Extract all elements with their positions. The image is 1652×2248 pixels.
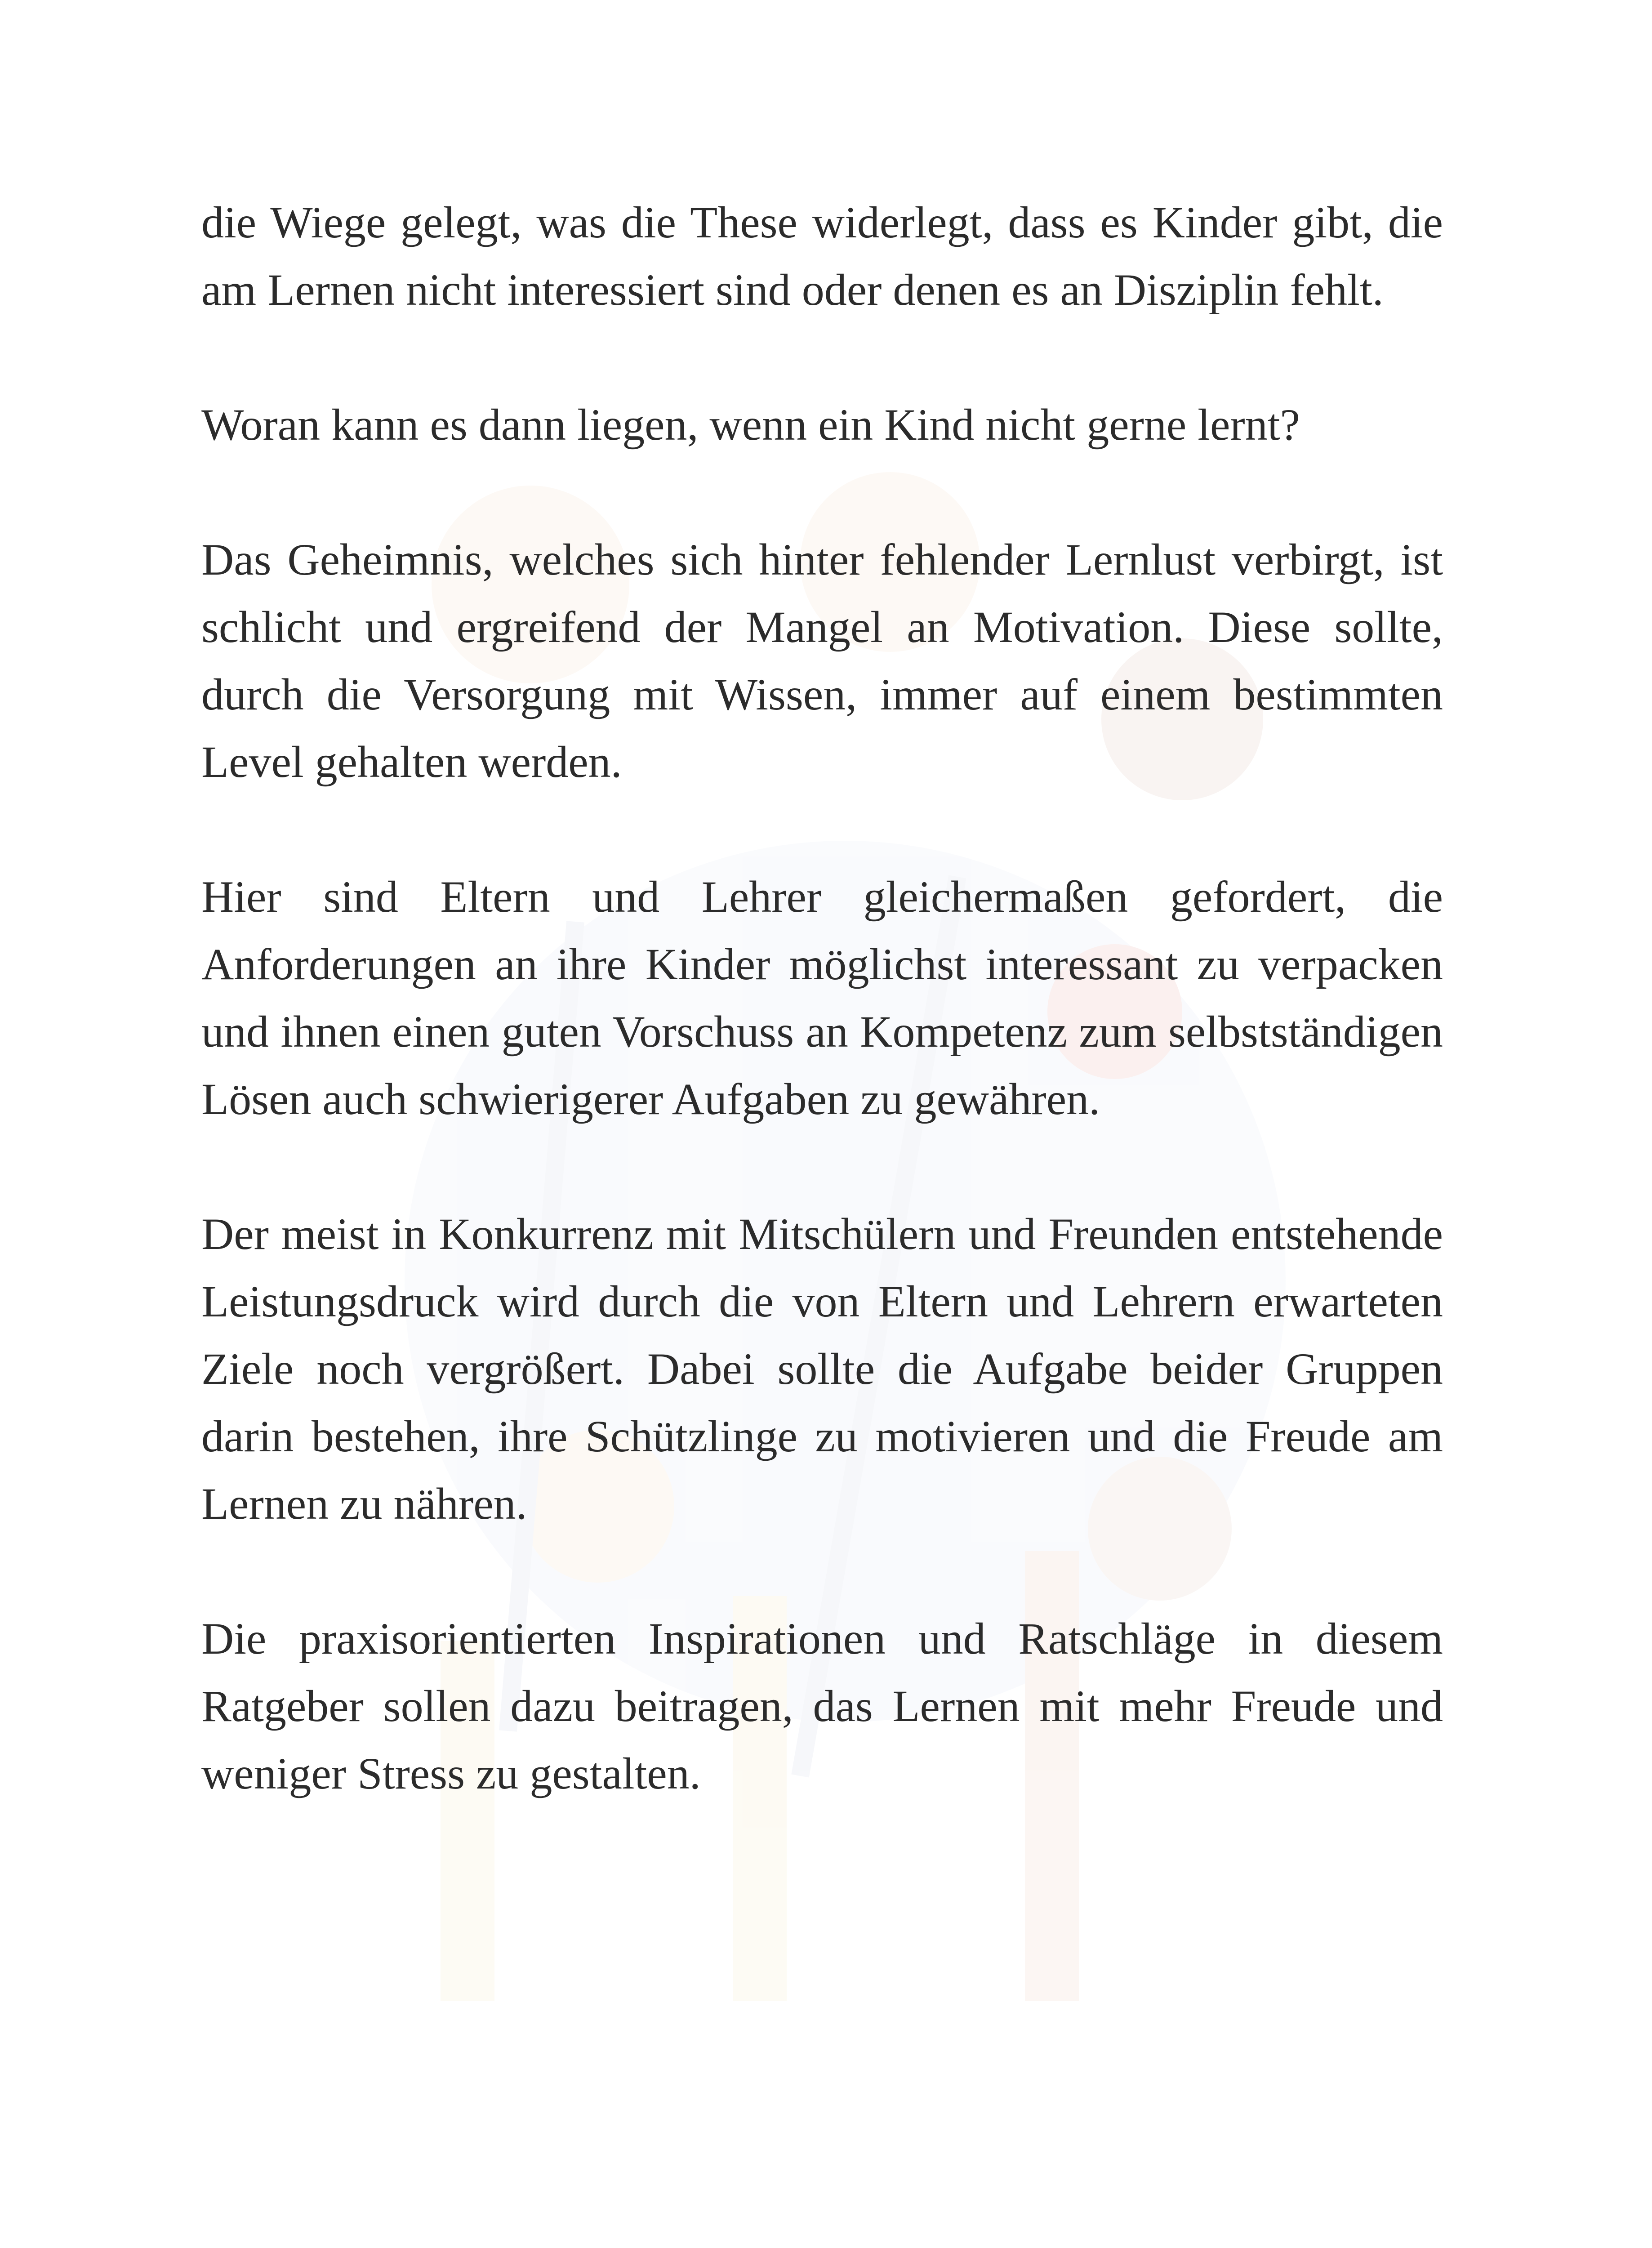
paragraph-4: Hier sind Eltern und Lehrer gleichermaßen gefordert, die Anforderungen an ihre Kinder möglichst interessant zu verpacken und ihnen einen guten Vorschuss an Kompetenz zum selbstständigen Lösen auch schwierigerer Aufgaben zu gewähren.	[201, 872, 1443, 1124]
paragraph-2: Woran kann es dann liegen, wenn ein Kind nicht gerne lernt?	[201, 400, 1300, 450]
paragraph-5: Der meist in Konkurrenz mit Mitschülern und Freunden entstehende Leistungsdruck wird durch die von Eltern und Lehrern erwarteten Ziele noch vergrößert. Dabei sollte die Aufgabe beider Gruppen darin bestehen, ihre Schützlinge zu motivieren und die Freude am Lernen zu nähren.	[201, 1209, 1443, 1529]
body-text	[201, 189, 1443, 1875]
paragraph-3: Das Geheimnis, welches sich hinter fehlender Lernlust verbirgt, ist schlicht und ergreifend der Mangel an Motivation. Diese sollte, durch die Versorgung mit Wissen, immer auf einem bestimmten Level gehalten werden.	[201, 535, 1443, 787]
paragraph-6: Die praxisorientierten Inspirationen und Ratschläge in diesem Ratgeber sollen dazu beitragen, das Lernen mit mehr Freude und weniger Stress zu gestalten.	[201, 1614, 1443, 1798]
paragraph-1: die Wiege gelegt, was die These widerlegt, dass es Kinder gibt, die am Lernen nicht interessiert sind oder denen es an Disziplin fehlt.	[201, 197, 1443, 315]
